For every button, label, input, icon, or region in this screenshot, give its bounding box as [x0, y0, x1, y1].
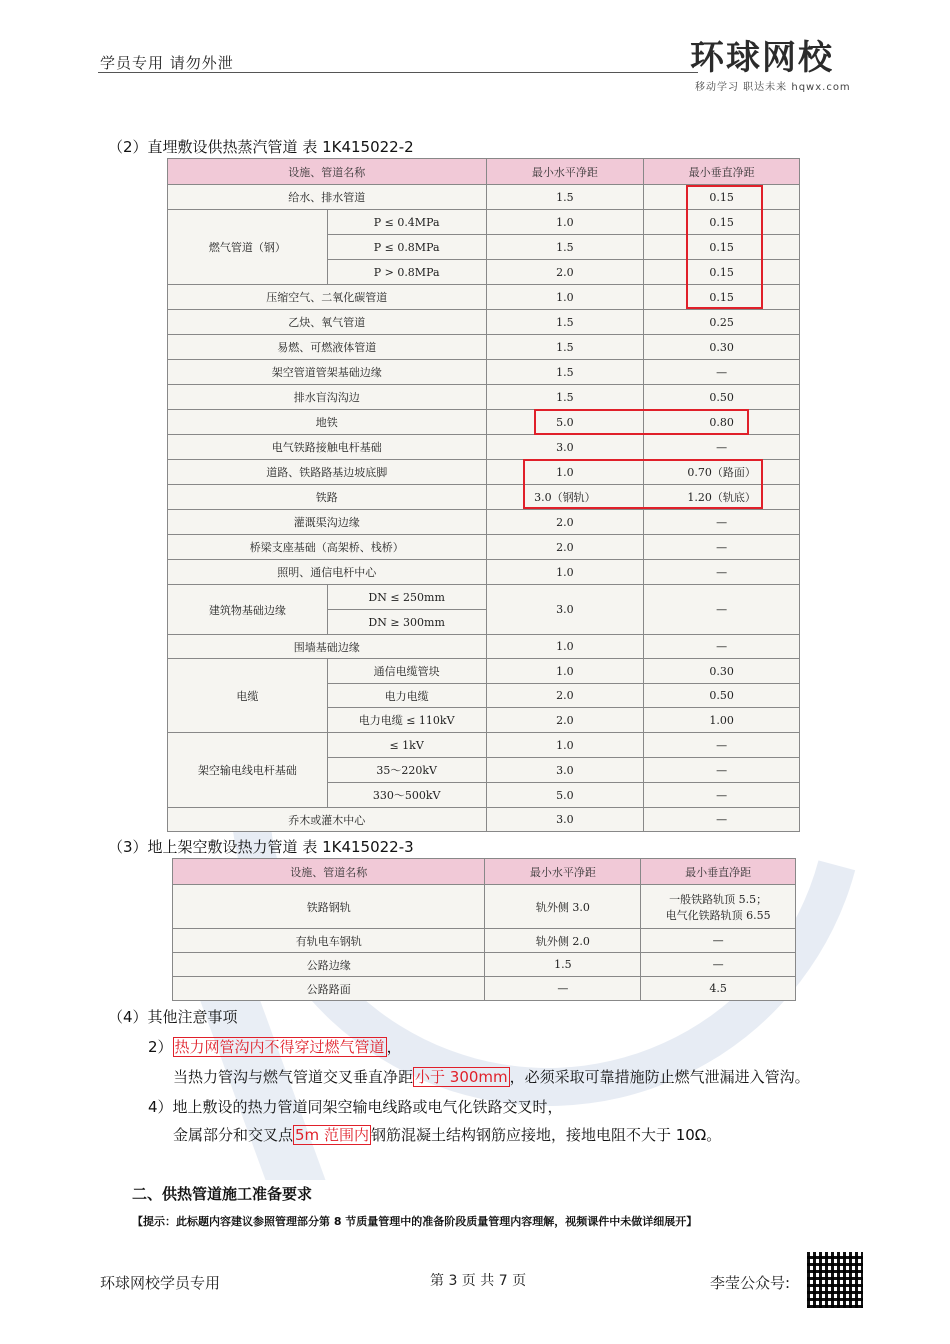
cell: 0.15 [644, 235, 800, 260]
cell: — [644, 758, 800, 783]
cell: 4.5 [641, 977, 796, 1001]
table-row [168, 510, 800, 535]
cell: 35～220kV [327, 758, 486, 783]
table-row [168, 360, 800, 385]
cell: 照明、通信电杆中心 [168, 560, 487, 585]
cell: 2.0 [486, 535, 644, 560]
note-text: 钢筋混凝土结构钢筋应接地，接地电阻不大于 10Ω。 [370, 1126, 722, 1144]
cell: 5.0 [486, 783, 644, 808]
cell: 桥梁支座基础（高架桥、栈桥） [168, 535, 487, 560]
cell: 1.0 [486, 635, 644, 659]
cell: 2.0 [486, 708, 644, 733]
section-2-title: （2）直埋敷设供热蒸汽管道 表 1K415022-2 [108, 138, 414, 156]
note-highlight: 5m 范围内 [295, 1126, 369, 1144]
cell: 1.0 [486, 210, 644, 235]
cell: 轨外侧 3.0 [485, 885, 641, 929]
part-2-title: 二、供热管道施工准备要求 [132, 1185, 313, 1203]
col-header-vertical: 最小垂直净距 [641, 859, 796, 885]
cell: — [644, 510, 800, 535]
cell: 道路、铁路路基边坡底脚 [168, 460, 487, 485]
section-3-title: （3）地上架空敷设热力管道 表 1K415022-3 [108, 838, 414, 856]
table-row [168, 335, 800, 360]
cell: 1.5 [486, 360, 644, 385]
cell: 0.25 [644, 310, 800, 335]
cell: 乙炔、氧气管道 [168, 310, 487, 335]
highlight-box-railway [523, 459, 763, 509]
table-header-row [173, 859, 796, 885]
brand-slogan: 移动学习 职达未来 hqwx.com [695, 82, 851, 93]
cell: P > 0.8MPa [327, 260, 486, 285]
cell: 燃气管道（钢） [168, 210, 328, 285]
header-confidential-note: 学员专用 请勿外泄 [100, 54, 234, 72]
cell: 3.0 [486, 758, 644, 783]
cell: 0.30 [644, 335, 800, 360]
table-row [168, 535, 800, 560]
cell: 0.70（路面） [644, 460, 800, 485]
cell: 2.0 [486, 684, 644, 708]
cell: 5.0 [486, 410, 644, 435]
brand-logo: 环球网校 [690, 38, 834, 78]
cell: 电力电缆 [327, 684, 486, 708]
cell [641, 885, 796, 929]
table-row [168, 635, 800, 659]
cell: — [644, 783, 800, 808]
cell: 电力电缆 ≤ 110kV [327, 708, 486, 733]
note-highlight: 热力网管沟内不得穿过燃气管道 [174, 1038, 385, 1056]
cell: 架空管道管架基础边缘 [168, 360, 487, 385]
table-row [168, 385, 800, 410]
table-row [168, 560, 800, 585]
cell: 2.0 [486, 510, 644, 535]
cell: 建筑物基础边缘 [168, 585, 328, 635]
cell: 轨外侧 2.0 [485, 929, 641, 953]
cell: — [644, 435, 800, 460]
cell: 3.0 [486, 808, 644, 832]
note-text: 金属部分和交叉点 [173, 1126, 294, 1144]
table-header-row [168, 159, 800, 185]
cell: 1.0 [486, 460, 644, 485]
header-rule [98, 72, 698, 73]
cell: 1.5 [486, 335, 644, 360]
table-row [173, 977, 796, 1001]
table-row [173, 953, 796, 977]
qr-code-icon [807, 1252, 863, 1308]
cell: P ≤ 0.4MPa [327, 210, 486, 235]
cell: DN ≥ 300mm [327, 610, 486, 635]
note-text: ， [386, 1038, 402, 1056]
cell: 围墙基础边缘 [168, 635, 487, 659]
cell: 2.0 [486, 260, 644, 285]
cell: 0.30 [644, 659, 800, 684]
cell: 1.0 [486, 560, 644, 585]
table-1k415022-3 [172, 858, 796, 1001]
col-header-horizontal: 最小水平净距 [485, 859, 641, 885]
cell: 通信电缆管块 [327, 659, 486, 684]
cell: 电缆 [168, 659, 328, 733]
cell: 排水盲沟沟边 [168, 385, 487, 410]
table-row [168, 659, 800, 684]
cell: 地铁 [168, 410, 487, 435]
cell: 1.0 [486, 659, 644, 684]
cell: 3.0（钢轨） [486, 485, 644, 510]
highlight-box-vertical-0.15 [686, 185, 763, 309]
col-header-name: 设施、管道名称 [168, 159, 487, 185]
cell: — [644, 808, 800, 832]
col-header-vertical: 最小垂直净距 [644, 159, 800, 185]
cell: 1.20（轨底） [644, 485, 800, 510]
cell: 铁路钢轨 [173, 885, 485, 929]
cell: — [644, 560, 800, 585]
note-text: ，必须采取可靠措施防止燃气泄漏进入管沟。 [509, 1068, 810, 1086]
page-number: 第 3 页 共 7 页 [430, 1273, 527, 1289]
cell: 公路边缘 [173, 953, 485, 977]
cell: 给水、排水管道 [168, 185, 487, 210]
cell: 1.5 [486, 185, 644, 210]
table-row [168, 435, 800, 460]
cell: 0.80 [644, 410, 800, 435]
cell: 1.0 [486, 733, 644, 758]
cell: 0.15 [644, 185, 800, 210]
cell: — [485, 977, 641, 1001]
cell: — [644, 585, 800, 635]
note-line-4 [173, 1124, 721, 1145]
highlight-box-subway [534, 409, 749, 435]
note-line-1 [148, 1036, 402, 1057]
table-row [173, 929, 796, 953]
note-highlight: 小于 300mm [415, 1068, 508, 1086]
cell: 1.5 [485, 953, 641, 977]
cell-line: 一般铁路轨顶 5.5； [669, 892, 768, 906]
col-header-name: 设施、管道名称 [173, 859, 485, 885]
note-line-2 [173, 1066, 810, 1087]
cell: 电气铁路接触电杆基础 [168, 435, 487, 460]
cell: 0.50 [644, 385, 800, 410]
cell: — [644, 360, 800, 385]
cell: 3.0 [486, 585, 644, 635]
cell: 1.5 [486, 385, 644, 410]
note-number: 2） [148, 1038, 173, 1056]
table-row [168, 310, 800, 335]
cell: P ≤ 0.8MPa [327, 235, 486, 260]
cell: 0.50 [644, 684, 800, 708]
section-4-title: （4）其他注意事项 [108, 1008, 238, 1026]
cell: 1.00 [644, 708, 800, 733]
note-text: 当热力管沟与燃气管道交叉垂直净距 [173, 1068, 414, 1086]
cell: 3.0 [486, 435, 644, 460]
cell: 1.5 [486, 310, 644, 335]
col-header-horizontal: 最小水平净距 [486, 159, 644, 185]
cell: — [644, 635, 800, 659]
cell: 0.15 [644, 260, 800, 285]
cell: ≤ 1kV [327, 733, 486, 758]
cell: 0.15 [644, 210, 800, 235]
cell-line: 电气化铁路轨顶 6.55 [665, 908, 771, 922]
cell: — [641, 953, 796, 977]
cell: 1.0 [486, 285, 644, 310]
cell: 压缩空气、二氧化碳管道 [168, 285, 487, 310]
table-row [168, 733, 800, 758]
table-row [168, 585, 800, 610]
cell: 有轨电车钢轨 [173, 929, 485, 953]
part-2-hint: 【提示：此标题内容建议参照管理部分第 8 节质量管理中的准备阶段质量管理内容理解，视频课件中未做详细展开】 [132, 1215, 698, 1228]
footer-left: 环球网校学员专用 [100, 1274, 221, 1292]
footer-right: 李莹公众号: [710, 1274, 791, 1292]
cell: 架空输电线电杆基础 [168, 733, 328, 808]
cell: 330～500kV [327, 783, 486, 808]
cell: 易燃、可燃液体管道 [168, 335, 487, 360]
cell: 公路路面 [173, 977, 485, 1001]
cell: 乔木或灌木中心 [168, 808, 487, 832]
table-row [168, 808, 800, 832]
cell: 铁路 [168, 485, 487, 510]
cell: — [644, 733, 800, 758]
note-line-3: 4）地上敷设的热力管道同架空输电线路或电气化铁路交叉时， [148, 1098, 563, 1116]
cell: — [644, 535, 800, 560]
cell: 1.5 [486, 235, 644, 260]
cell: — [641, 929, 796, 953]
cell: 灌溉渠沟边缘 [168, 510, 487, 535]
cell: 0.15 [644, 285, 800, 310]
cell: DN ≤ 250mm [327, 585, 486, 610]
table-row [173, 885, 796, 929]
